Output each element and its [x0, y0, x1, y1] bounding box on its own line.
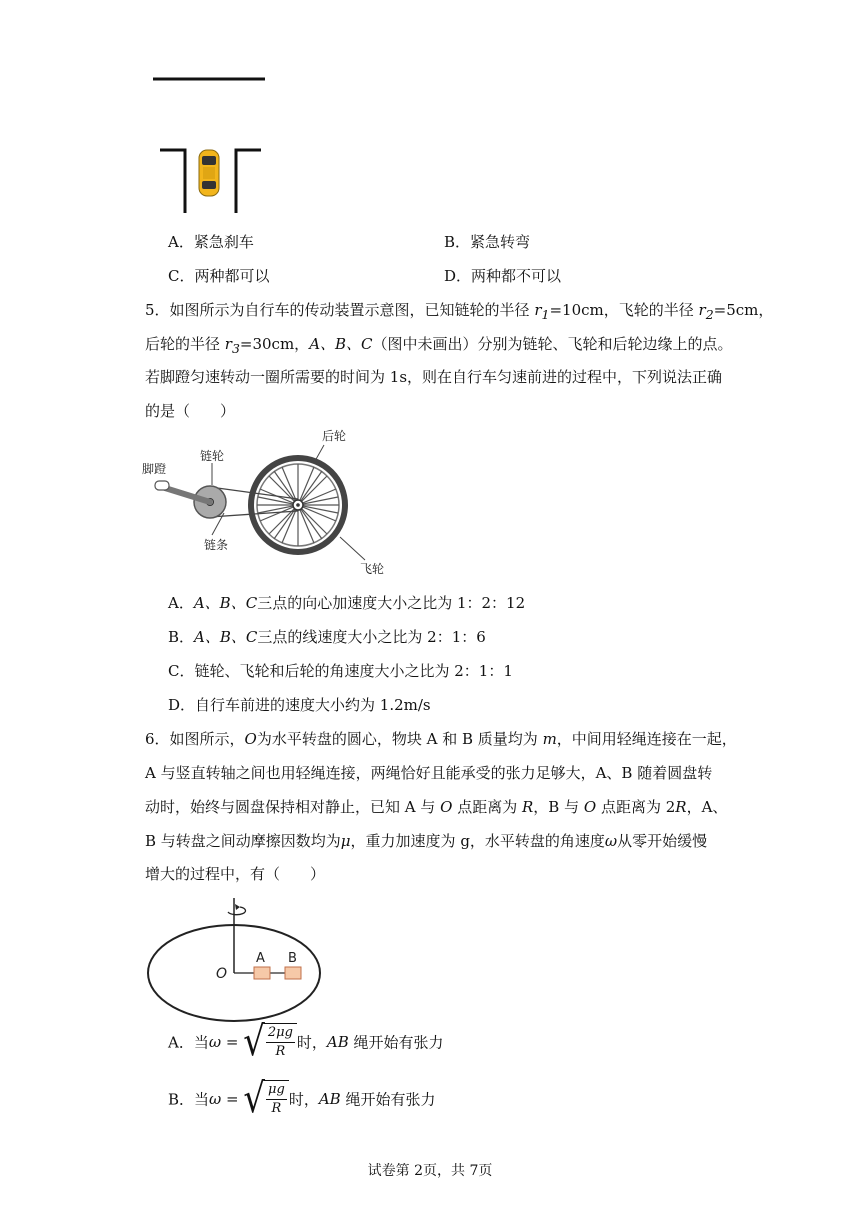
q5-stem-line-3: 若脚蹬匀速转动一圈所需要的时间为 1s，则在自行车匀速前进的过程中，下列说法正确: [145, 368, 723, 386]
q6-turntable-figure: [140, 890, 330, 1025]
q6-option-b: B．当ω = √ $\frac{\mu g}{R}$ 时，AB 绳开始有张力: [168, 1075, 436, 1123]
chainring-label: 链轮: [200, 449, 225, 463]
page-footer: 试卷第 2页，共 7页: [367, 1163, 493, 1179]
block-a: [254, 967, 270, 979]
block-b: [285, 967, 301, 979]
q6-stem-line-1: 6．如图所示，O为水平转盘的圆心，物块 A 和 B 质量均为 m，中间用轻绳连接在一起，: [145, 730, 737, 748]
q5-stem-line-4: 的是（ ）: [145, 402, 236, 420]
flywheel-label: 飞轮: [360, 562, 385, 576]
q6-option-a: A．当ω = √ $\frac{2\mu g}{R}$ 时，AB 绳开始有张力: [168, 1018, 444, 1066]
chain-label: 链条: [204, 538, 229, 552]
label-a: A: [256, 951, 265, 966]
q4-option-a: A．紧急刹车: [168, 233, 254, 251]
left-wall: [160, 150, 185, 213]
q5-option-d: D．自行车前进的速度大小约为 1.2m/s: [168, 696, 431, 714]
q5-option-a: A．A、B、C三点的向心加速度大小之比为 1：2：12: [168, 594, 526, 612]
q6-stem-line-3: 动时，始终与圆盘保持相对静止，已知 A 与 O 点距离为 R，B 与 O 点距离为 2R，A、: [145, 798, 728, 816]
pedal-label: 脚蹬: [142, 462, 167, 476]
q5-bicycle-figure: [140, 425, 385, 580]
q4-option-c: C．两种都可以: [168, 267, 270, 285]
rear-wheel-label: 后轮: [322, 429, 347, 443]
q6-stem-line-4: B 与转盘之间动摩擦因数均为μ，重力加速度为 g，水平转盘的角速度ω从零开始缓慢: [145, 832, 708, 850]
right-wall: [236, 150, 261, 213]
q6-stem-line-2: A 与竖直转轴之间也用轻绳连接，两绳恰好且能承受的张力足够大，A、B 随着圆盘转: [145, 764, 713, 782]
q5-stem-line-1: 5．如图所示为自行车的传动装置示意图，已知链轮的半径 $r_1=10cm$，飞轮的半径 $r_2=5cm$，: [145, 301, 774, 322]
q5-option-b: B．A、B、C三点的线速度大小之比为 2：1：6: [168, 628, 486, 646]
rear-wheel: [251, 458, 345, 552]
q4-option-d: D．两种都不可以: [444, 267, 562, 285]
car-icon: [199, 150, 219, 196]
q5-stem-line-2: 后轮的半径 $r_3=30cm$，A、B、C（图中未画出）分别为链轮、飞轮和后轮边缘上的点。: [145, 335, 733, 356]
q4-figure: [140, 70, 280, 220]
q6-stem-line-5: 增大的过程中，有（ ）: [145, 865, 326, 883]
label-b: B: [288, 951, 297, 966]
q5-option-c: C．链轮、飞轮和后轮的角速度大小之比为 2：1：1: [168, 662, 513, 680]
label-o: O: [216, 966, 228, 982]
q4-option-b: B．紧急转弯: [444, 233, 531, 251]
